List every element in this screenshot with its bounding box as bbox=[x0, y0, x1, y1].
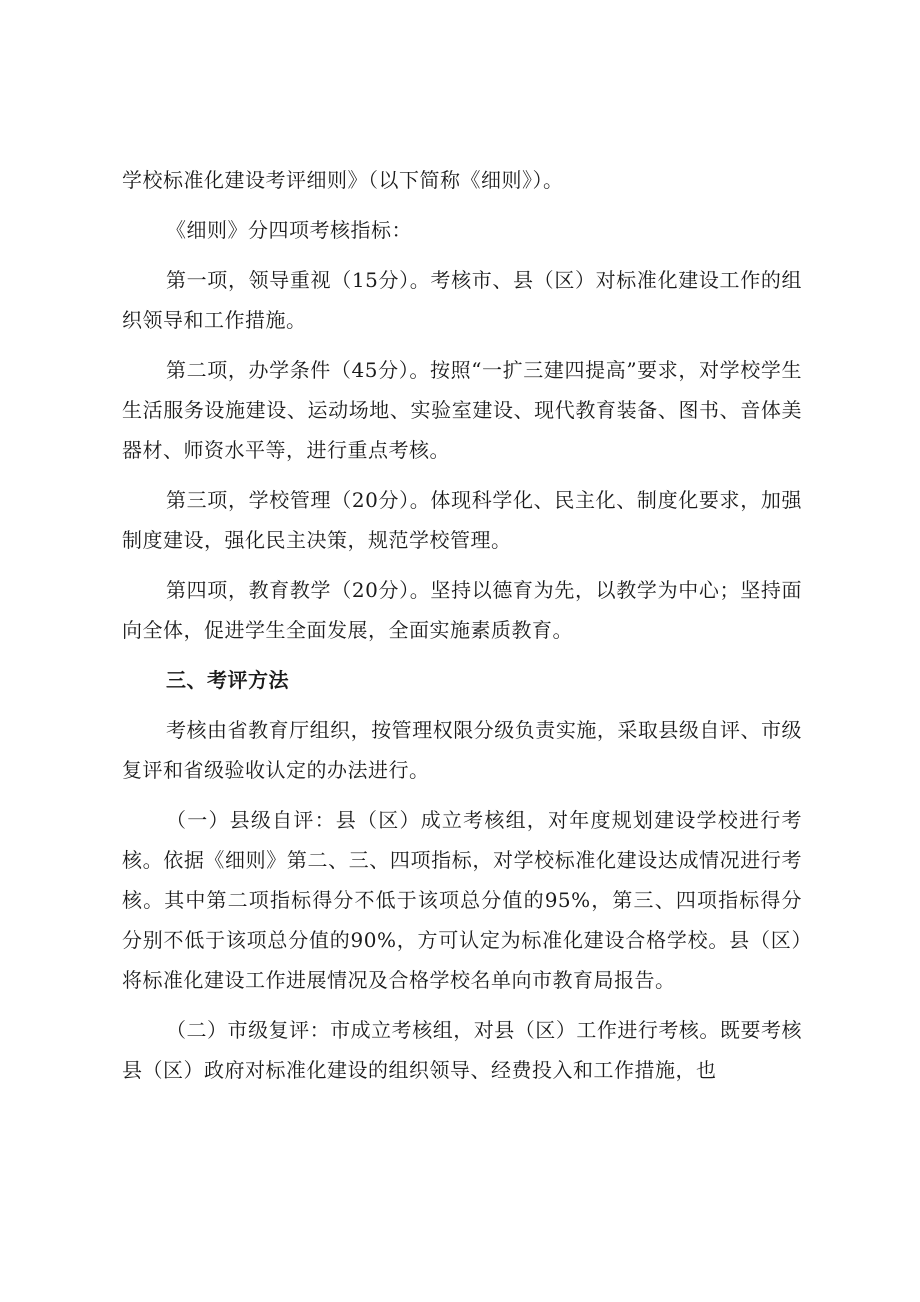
paragraph-6: 第四项，教育教学（20分）。坚持以德育为先，以教学为中心；坚持面向全体，促进学生全面发展，全面实施素质教育。 bbox=[122, 578, 802, 642]
paragraph-5: 第三项，学校管理（20分）。体现科学化、民主化、制度化要求，加强制度建设，强化民主决策，规范学校管理。 bbox=[122, 488, 802, 552]
paragraph-7: 考核由省教育厅组织，按管理权限分级负责实施，采取县级自评、市级复评和省级验收认定的办法进行。 bbox=[122, 718, 802, 782]
paragraph-3: 第一项，领导重视（15分）。考核市、县（区）对标准化建设工作的组织领导和工作措施。 bbox=[122, 268, 802, 332]
section-heading: 三、考评方法 bbox=[166, 668, 289, 692]
paragraph-1: 学校标准化建设考评细则》（以下简称《细则》）。 bbox=[122, 168, 564, 192]
document-body bbox=[122, 160, 802, 1100]
paragraph-9: （二）市级复评：市成立考核组，对县（区）工作进行考核。既要考核县（区）政府对标准化建设的组织领导、经费投入和工作措施，也 bbox=[122, 1018, 802, 1082]
paragraph-8: （一）县级自评：县（区）成立考核组，对年度规划建设学校进行考核。依据《细则》第二、三、四项指标，对学校标准化建设达成情况进行考核。其中第二项指标得分不低于该项总分值的95%，第三、四项指标得分分别不低于该项总分值的90%，方可认定为标准化建设合格学校。县（区）将标准化建设工作进展情况及合格学校名单向市教育局报告。 bbox=[122, 808, 802, 992]
paragraph-2: 《细则》分四项考核指标： bbox=[166, 218, 412, 242]
paragraph-4: 第二项，办学条件（45分）。按照“一扩三建四提高”要求，对学校学生生活服务设施建设、运动场地、实验室建设、现代教育装备、图书、音体美器材、师资水平等，进行重点考核。 bbox=[122, 358, 802, 462]
